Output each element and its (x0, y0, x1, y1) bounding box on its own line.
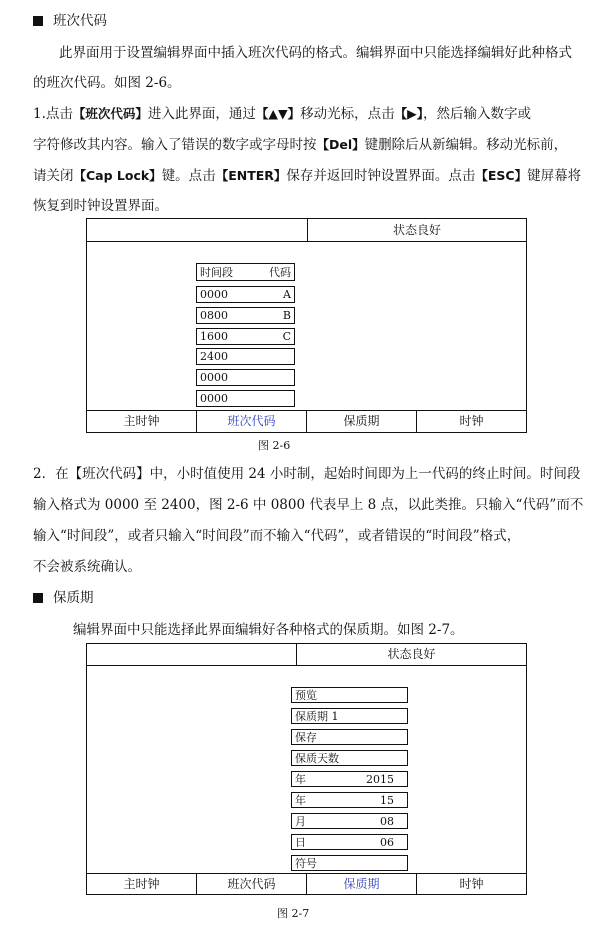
figure-2-7-screen (86, 643, 527, 895)
instruction-line-4: 恢复到时钟设置界面。 (33, 198, 168, 214)
key-del: 【Del】 (316, 137, 365, 152)
figure-caption: 图 2-7 (277, 907, 310, 920)
shift-row-field[interactable]: 0000 (196, 369, 295, 386)
screen-tab-bar (87, 410, 526, 432)
tab-shift-code[interactable]: 班次代码 (196, 874, 306, 894)
key-enter: 【ENTER】 (215, 168, 287, 183)
instruction-line-1: 1.点击【班次代码】进入此界面，通过【▲▼】移动光标，点击【▶】，然后输入数字或 (33, 106, 532, 122)
shift-header: 时间段 代码 (196, 263, 295, 281)
figure-caption: 图 2-6 (258, 439, 291, 452)
note-line: 不会被系统确认。 (33, 559, 141, 575)
instruction-line-3: 请关闭【Cap Lock】键。点击【ENTER】保存并返回时钟设置界面。点击【ESC】键屏幕将 (33, 168, 582, 184)
shift-row-field[interactable]: 2400 (196, 348, 295, 365)
tab-warranty[interactable]: 保质期 (306, 874, 416, 894)
warranty-field[interactable]: 月 08 (291, 813, 408, 829)
square-bullet-icon (33, 593, 43, 603)
section-heading-shift-code: 班次代码 (33, 9, 107, 29)
section-heading-warranty: 保质期 (33, 586, 94, 606)
warranty-field[interactable]: 保质期 1 (291, 708, 408, 724)
warranty-field[interactable]: 日 06 (291, 834, 408, 850)
tab-clock[interactable]: 时钟 (416, 874, 526, 894)
status-label: 状态良好 (307, 219, 526, 241)
warranty-field[interactable]: 年 2015 (291, 771, 408, 787)
key-right: 【▶】 (394, 106, 424, 121)
warranty-field[interactable]: 保存 (291, 729, 408, 745)
instruction-line-2: 字符修改其内容。输入了错误的数字或字母时按【Del】键删除后从新编辑。移动光标前， (33, 137, 568, 153)
paragraph-line: 编辑界面中只能选择此界面编辑好各种格式的保质期。如图 2-7。 (73, 622, 464, 638)
key-shift-code: 【班次代码】 (72, 106, 148, 121)
screen-top-bar (87, 219, 526, 242)
paragraph-line: 此界面用于设置编辑界面中插入班次代码的格式。编辑界面中只能选择编辑好此种格式 (59, 45, 572, 61)
warranty-field[interactable]: 符号 (291, 855, 408, 871)
screen-top-bar (87, 644, 526, 666)
warranty-field[interactable]: 预览 (291, 687, 408, 703)
key-caplock: 【Cap Lock】 (73, 168, 162, 183)
key-arrows: 【▲▼】 (255, 106, 301, 121)
note-line: 输入格式为 0000 至 2400，图 2-6 中 0800 代表早上 8 点，以此类推。只输入“代码”而不 (33, 497, 584, 513)
note-line: 2．在【班次代码】中，小时值使用 24 小时制，起始时间即为上一代码的终止时间。时间段 (33, 466, 581, 482)
warranty-field[interactable]: 保质天数 (291, 750, 408, 766)
status-label: 状态良好 (296, 644, 526, 665)
figure-2-6-screen (86, 218, 527, 433)
shift-row-field[interactable]: 0800 B (196, 307, 295, 324)
shift-row-field[interactable]: 1600 C (196, 328, 295, 345)
tab-warranty[interactable]: 保质期 (306, 411, 416, 432)
tab-main-clock[interactable]: 主时钟 (123, 877, 160, 891)
paragraph-line: 的班次代码。如图 2-6。 (33, 75, 181, 91)
tab-shift-code[interactable]: 班次代码 (196, 411, 306, 432)
shift-row-field[interactable]: 0000 A (196, 286, 295, 303)
shift-row-field[interactable]: 0000 (196, 390, 295, 407)
warranty-field[interactable]: 年 15 (291, 792, 408, 808)
key-esc: 【ESC】 (475, 168, 528, 183)
tab-clock[interactable]: 时钟 (416, 411, 526, 432)
square-bullet-icon (33, 16, 43, 26)
screen-tab-bar (87, 873, 526, 894)
note-line: 输入“时间段”，或者只输入“时间段”而不输入“代码”，或者错误的“时间段”格式， (33, 528, 521, 544)
tab-main-clock[interactable]: 主时钟 (123, 414, 160, 428)
